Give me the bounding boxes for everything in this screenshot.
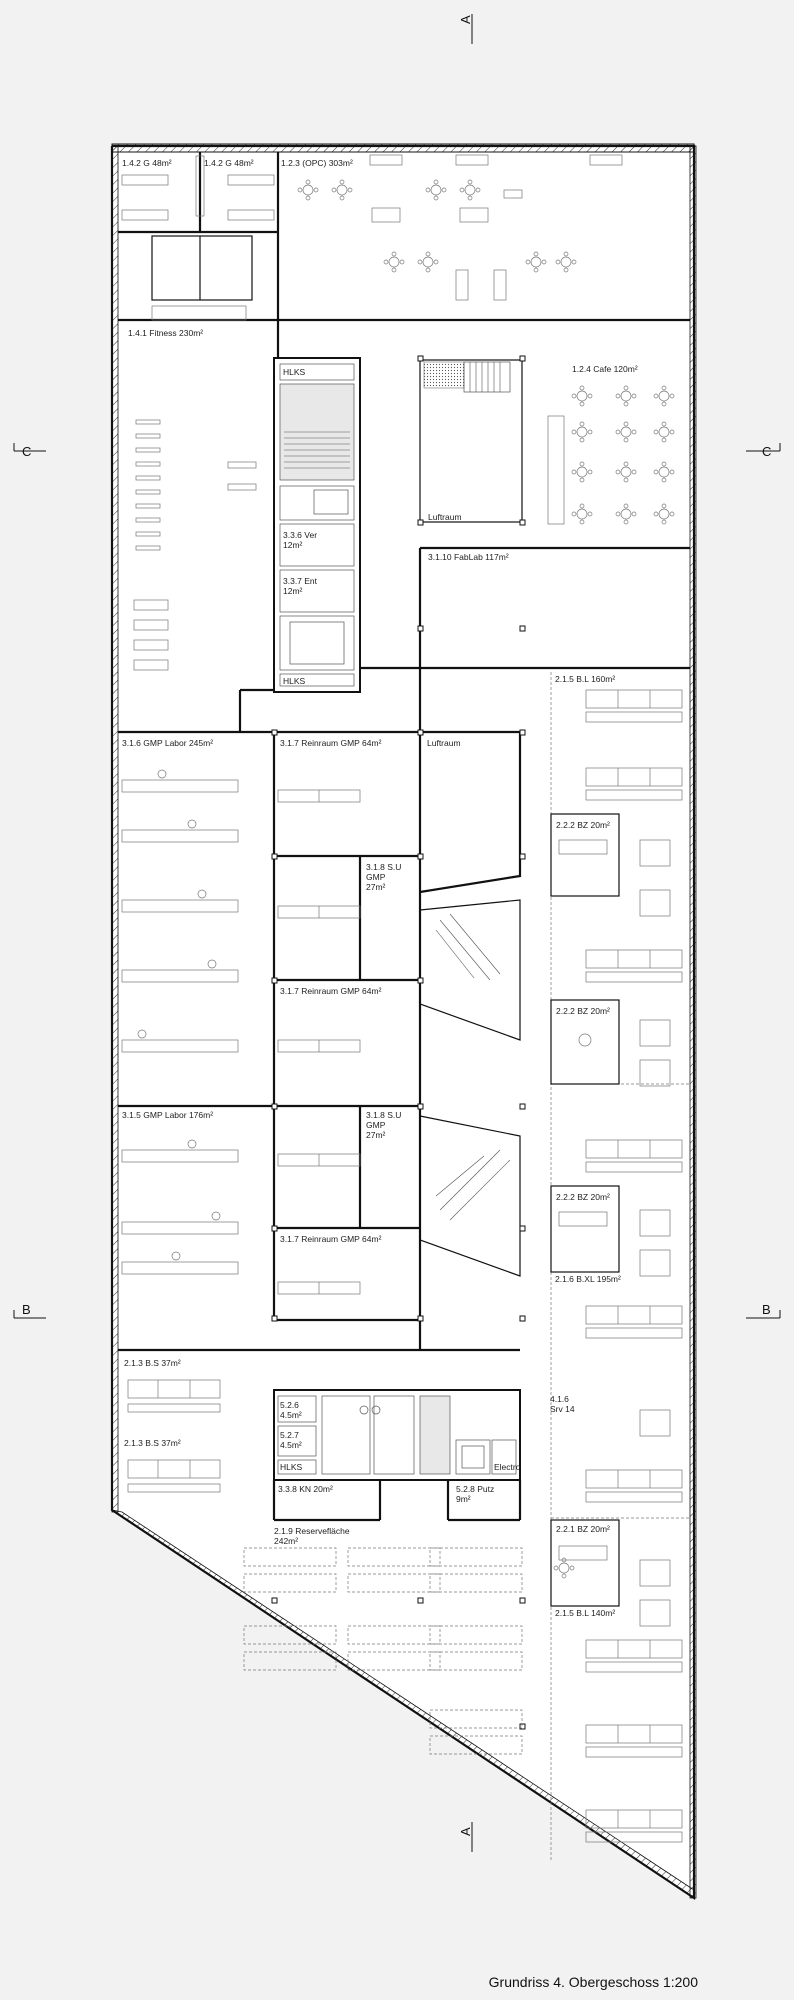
label-srv-b: Srv 14 [550,1404,575,1414]
label-bz2: 2.2.2 BZ 20m² [556,1006,610,1016]
label-gmp176: 3.1.5 GMP Labor 176m² [122,1110,214,1120]
label-putz-a: 5.2.8 Putz [456,1484,495,1494]
label-su1-a: 3.1.8 S.U [366,862,402,872]
label-hlks-top: HLKS [283,367,306,377]
label-electro: Electro [494,1462,521,1472]
label-ent-b: 12m² [283,586,303,596]
svg-text:C: C [22,444,32,459]
core-top [274,358,360,692]
label-ver-a: 3.3.6 Ver [283,530,318,540]
label-luftraum-1: Luftraum [428,512,462,522]
section-marker-c-left [14,443,46,459]
svg-text:A: A [458,1827,473,1836]
label-527-b: 4.5m² [280,1440,302,1450]
label-bz4: 2.2.1 BZ 20m² [556,1524,610,1534]
label-bl160: 2.1.5 B.L 160m² [555,674,616,684]
label-cafe: 1.2.4 Cafe 120m² [572,364,638,374]
label-bz1: 2.2.2 BZ 20m² [556,820,610,830]
label-su1-c: 27m² [366,882,386,892]
label-su2-c: 27m² [366,1130,386,1140]
label-putz-b: 9m² [456,1494,471,1504]
section-marker-c-right [746,443,780,459]
label-rein2: 3.1.7 Reinraum GMP 64m² [280,986,382,996]
section-marker-b-left [14,1302,46,1318]
svg-text:A: A [458,15,473,24]
label-hlks-bottom: HLKS [283,676,306,686]
label-bxl: 2.1.6 B.XL 195m² [555,1274,621,1284]
label-ver-b: 12m² [283,540,303,550]
building-floor [112,146,694,1898]
plan-title: Grundriss 4. Obergeschoss 1:200 [488,1974,698,1990]
label-hlks-small: HLKS [280,1462,303,1472]
label-reserve-b: 242m² [274,1536,299,1546]
label-luftraum-2: Luftraum [427,738,461,748]
label-fitness: 1.4.1 Fitness 230m² [128,328,204,338]
label-g2: 1.4.2 G 48m² [204,158,254,168]
label-reserve-a: 2.1.9 Reservefläche [274,1526,350,1536]
label-su2-b: GMP [366,1120,386,1130]
label-bs2: 2.1.3 B.S 37m² [124,1438,181,1448]
label-526-a: 5.2.6 [280,1400,299,1410]
section-marker-a-bottom [458,1822,473,1852]
label-526-b: 4.5m² [280,1410,302,1420]
section-marker-a-top [458,14,473,44]
label-su2-a: 3.1.8 S.U [366,1110,402,1120]
label-527-a: 5.2.7 [280,1430,299,1440]
label-opc: 1.2.3 (OPC) 303m² [281,158,353,168]
label-g1: 1.4.2 G 48m² [122,158,172,168]
label-fablab: 3.1.10 FabLab 117m² [428,552,509,562]
label-bl140: 2.1.5 B.L 140m² [555,1608,616,1618]
label-bs1: 2.1.3 B.S 37m² [124,1358,181,1368]
label-kn: 3.3.8 KN 20m² [278,1484,333,1494]
label-rein1: 3.1.7 Reinraum GMP 64m² [280,738,382,748]
svg-text:B: B [762,1302,771,1317]
label-su1-b: GMP [366,872,386,882]
label-ent-a: 3.3.7 Ent [283,576,318,586]
label-srv-a: 4.1.6 [550,1394,569,1404]
section-marker-b-right [746,1302,780,1318]
svg-text:B: B [22,1302,31,1317]
label-bz3: 2.2.2 BZ 20m² [556,1192,610,1202]
label-rein3: 3.1.7 Reinraum GMP 64m² [280,1234,382,1244]
svg-text:C: C [762,444,772,459]
label-gmp245: 3.1.6 GMP Labor 245m² [122,738,214,748]
